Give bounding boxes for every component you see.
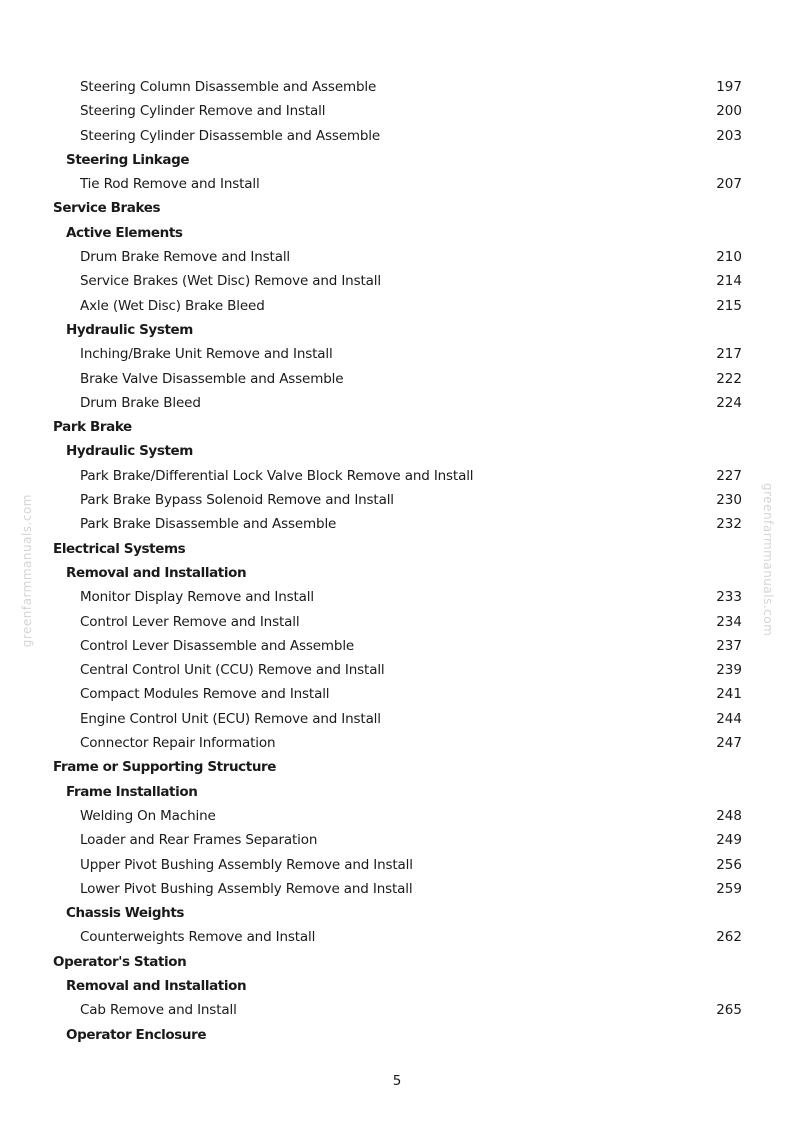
toc-entry-page-number: 248 bbox=[716, 807, 742, 824]
toc-entry-title: Compact Modules Remove and Install bbox=[80, 686, 330, 703]
toc-entry-page-number: 259 bbox=[716, 880, 742, 897]
toc-entry-title: Upper Pivot Bushing Assembly Remove and Install bbox=[80, 856, 413, 873]
toc-entry-page-number: 224 bbox=[716, 394, 742, 411]
toc-entry-page-number: 244 bbox=[716, 710, 742, 727]
toc-entry-page-number: 265 bbox=[716, 1002, 742, 1019]
toc-entry-page-number: 197 bbox=[716, 79, 742, 95]
toc-heading bbox=[0, 755, 794, 779]
toc-entry[interactable] bbox=[0, 391, 794, 415]
toc-entry-title: Loader and Rear Frames Separation bbox=[80, 832, 318, 849]
toc-entry-title: Control Lever Remove and Install bbox=[80, 613, 300, 630]
toc-entry-page-number: 241 bbox=[716, 686, 742, 703]
toc-heading bbox=[0, 221, 794, 245]
toc-entry-title: Frame or Supporting Structure bbox=[53, 759, 277, 776]
toc-entry-page-number: 217 bbox=[716, 346, 742, 363]
toc-entry-title: Tie Rod Remove and Install bbox=[80, 176, 260, 193]
toc-entry-title: Brake Valve Disassemble and Assemble bbox=[80, 370, 344, 387]
toc-entry-page-number: 249 bbox=[716, 832, 742, 849]
toc-entry-title: Cab Remove and Install bbox=[80, 1002, 237, 1019]
toc-entry[interactable] bbox=[0, 75, 794, 99]
toc-entry-title: Engine Control Unit (ECU) Remove and Install bbox=[80, 710, 381, 727]
toc-heading bbox=[0, 537, 794, 561]
toc-heading bbox=[0, 1023, 794, 1047]
toc-entry-title: Frame Installation bbox=[66, 783, 198, 800]
toc-entry-page-number: 237 bbox=[716, 637, 742, 654]
toc-heading bbox=[0, 780, 794, 804]
toc-entry-title: Removal and Installation bbox=[66, 977, 247, 994]
toc-entry[interactable] bbox=[0, 682, 794, 706]
toc-entry-title: Connector Repair Information bbox=[80, 735, 276, 752]
toc-entry-title: Inching/Brake Unit Remove and Install bbox=[80, 346, 333, 363]
table-of-contents bbox=[0, 75, 794, 1047]
toc-entry-title: Control Lever Disassemble and Assemble bbox=[80, 637, 355, 654]
toc-entry-title: Axle (Wet Disc) Brake Bleed bbox=[80, 297, 265, 314]
toc-entry-title: Monitor Display Remove and Install bbox=[80, 589, 314, 606]
toc-entry[interactable] bbox=[0, 853, 794, 877]
toc-entry-page-number: 203 bbox=[716, 127, 742, 144]
toc-entry-page-number: 262 bbox=[716, 929, 742, 946]
toc-heading bbox=[0, 950, 794, 974]
toc-entry[interactable] bbox=[0, 172, 794, 196]
toc-entry[interactable] bbox=[0, 512, 794, 536]
toc-entry-title: Electrical Systems bbox=[53, 540, 186, 557]
toc-entry-title: Park Brake Disassemble and Assemble bbox=[80, 516, 337, 533]
toc-entry[interactable] bbox=[0, 464, 794, 488]
toc-entry-title: Service Brakes (Wet Disc) Remove and Install bbox=[80, 273, 381, 290]
toc-entry-page-number: 222 bbox=[716, 370, 742, 387]
toc-entry-title: Park Brake/Differential Lock Valve Block Remove and Install bbox=[80, 467, 474, 484]
toc-entry-title: Steering Cylinder Remove and Install bbox=[80, 103, 326, 120]
toc-entry-title: Chassis Weights bbox=[66, 905, 185, 922]
toc-heading bbox=[0, 148, 794, 172]
toc-entry[interactable] bbox=[0, 488, 794, 512]
toc-entry-page-number: 215 bbox=[716, 297, 742, 314]
toc-heading bbox=[0, 318, 794, 342]
toc-entry-page-number: 234 bbox=[716, 613, 742, 630]
toc-entry[interactable] bbox=[0, 658, 794, 682]
toc-entry[interactable] bbox=[0, 269, 794, 293]
toc-entry-title: Drum Brake Remove and Install bbox=[80, 249, 291, 266]
toc-entry-page-number: 227 bbox=[716, 467, 742, 484]
toc-heading bbox=[0, 439, 794, 463]
toc-entry[interactable] bbox=[0, 124, 794, 148]
toc-entry-title: Operator Enclosure bbox=[66, 1026, 207, 1043]
toc-entry-title: Removal and Installation bbox=[66, 564, 247, 581]
toc-entry[interactable] bbox=[0, 707, 794, 731]
toc-entry-page-number: 247 bbox=[716, 735, 742, 752]
toc-entry-title: Welding On Machine bbox=[80, 807, 216, 824]
toc-entry-title: Drum Brake Bleed bbox=[80, 394, 201, 411]
toc-entry-title: Active Elements bbox=[66, 224, 183, 241]
toc-entry-page-number: 232 bbox=[716, 516, 742, 533]
toc-heading bbox=[0, 974, 794, 998]
toc-entry-page-number: 214 bbox=[716, 273, 742, 290]
toc-entry-title: Park Brake Bypass Solenoid Remove and Install bbox=[80, 492, 394, 509]
toc-entry[interactable] bbox=[0, 585, 794, 609]
toc-entry[interactable] bbox=[0, 731, 794, 755]
toc-entry[interactable] bbox=[0, 367, 794, 391]
toc-entry-title: Steering Column Disassemble and Assemble bbox=[80, 79, 377, 95]
toc-entry[interactable] bbox=[0, 610, 794, 634]
toc-entry-title: Hydraulic System bbox=[66, 321, 193, 338]
toc-entry-page-number: 200 bbox=[716, 103, 742, 120]
toc-entry-page-number: 239 bbox=[716, 662, 742, 679]
toc-entry[interactable] bbox=[0, 99, 794, 123]
toc-entry[interactable] bbox=[0, 925, 794, 949]
toc-heading bbox=[0, 561, 794, 585]
watermark-left: greenfarmmanuals.com bbox=[20, 494, 34, 648]
toc-entry[interactable] bbox=[0, 828, 794, 852]
toc-entry-page-number: 256 bbox=[716, 856, 742, 873]
toc-entry-title: Service Brakes bbox=[53, 200, 161, 217]
toc-entry[interactable] bbox=[0, 998, 794, 1022]
toc-entry-title: Park Brake bbox=[53, 419, 132, 436]
toc-entry-title: Steering Cylinder Disassemble and Assemble bbox=[80, 127, 381, 144]
toc-entry-title: Steering Linkage bbox=[66, 151, 190, 168]
toc-heading bbox=[0, 415, 794, 439]
toc-entry-title: Central Control Unit (CCU) Remove and Install bbox=[80, 662, 385, 679]
toc-entry[interactable] bbox=[0, 294, 794, 318]
toc-entry[interactable] bbox=[0, 634, 794, 658]
toc-entry[interactable] bbox=[0, 804, 794, 828]
toc-entry-page-number: 230 bbox=[716, 492, 742, 509]
toc-entry[interactable] bbox=[0, 877, 794, 901]
toc-heading bbox=[0, 901, 794, 925]
toc-entry-page-number: 210 bbox=[716, 249, 742, 266]
toc-entry[interactable] bbox=[0, 342, 794, 366]
toc-entry-title: Lower Pivot Bushing Assembly Remove and Install bbox=[80, 880, 413, 897]
watermark-right: greenfarmmanuals.com bbox=[761, 483, 775, 637]
toc-heading bbox=[0, 196, 794, 220]
toc-entry-title: Hydraulic System bbox=[66, 443, 193, 460]
page-number: 5 bbox=[392, 1073, 402, 1089]
toc-entry[interactable] bbox=[0, 245, 794, 269]
toc-entry-title: Operator's Station bbox=[53, 953, 187, 970]
toc-entry-page-number: 207 bbox=[716, 176, 742, 193]
toc-entry-page-number: 233 bbox=[716, 589, 742, 606]
toc-entry-title: Counterweights Remove and Install bbox=[80, 929, 316, 946]
